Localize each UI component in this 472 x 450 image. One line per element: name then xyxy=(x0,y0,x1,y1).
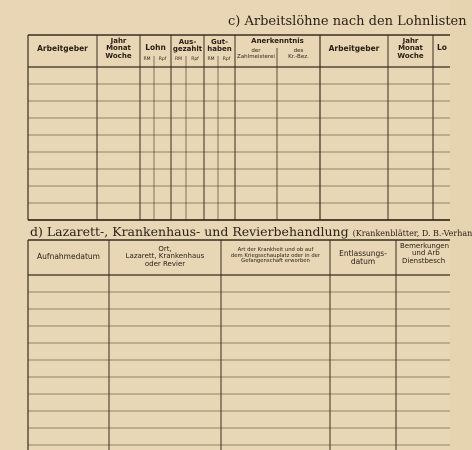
c-header-aus: Aus- xyxy=(178,38,197,46)
section-d-title-note: (Krankenblätter, D. B.-Verhan xyxy=(352,229,472,238)
c-header-gut: Gut- xyxy=(211,38,228,46)
d-header-ort-l2: Lazarett, Krankenhaus xyxy=(125,252,205,261)
d-header-art-l2: dem Kriegsschauplatz oder in der xyxy=(230,252,321,259)
d-header-entlassung-l2: datum xyxy=(350,256,376,266)
c-header-ausgezahlt xyxy=(171,39,204,54)
c-header-lohn: Lohn xyxy=(145,43,166,52)
c-sub-rpf-2: Rpf xyxy=(191,57,199,62)
d-header-bem-l2: und Arb xyxy=(412,249,440,258)
c-sub-rm-1: RM xyxy=(143,57,151,62)
c-header-zahlmeisterei xyxy=(235,49,277,61)
d-row-rules xyxy=(28,292,450,445)
c-header-arbeitgeber-2: Arbeitgeber xyxy=(328,44,380,53)
d-header-art-der-krankheit xyxy=(221,248,330,265)
c-header-guthaben xyxy=(204,39,235,54)
c-header-der: der xyxy=(251,48,261,54)
d-header-art-l3: Gefangenschaft erworben xyxy=(241,258,310,265)
c-header-krbez-label: Kr.-Bez. xyxy=(288,53,309,60)
section-d-title xyxy=(30,224,472,239)
c-sub-rm-3: RM xyxy=(207,57,215,62)
c-header-gezahlt: gezahlt xyxy=(172,45,203,54)
d-header-art-l1: Art der Krankheit und ob auf xyxy=(237,247,314,253)
d-header-entlassung-l1: Entlassungs- xyxy=(339,249,387,258)
c-header-anerkenntnis: Anerkenntnis xyxy=(251,37,304,45)
c-header-krbez xyxy=(277,49,320,61)
d-header-ort-l3: oder Revier xyxy=(144,259,186,268)
section-d-title-main: d) Lazarett-, Krankenhaus- und Revierbehandlung xyxy=(30,224,349,239)
c-sub-rm-2: RM xyxy=(174,57,182,62)
d-header-aufnahmedatum: Aufnahmedatum xyxy=(37,252,100,261)
c-header-jahr-2: Jahr xyxy=(402,37,419,45)
c-header-woche: Woche xyxy=(105,51,132,60)
c-sub-rpf-1: Rpf xyxy=(158,57,167,62)
d-header-ort xyxy=(109,246,221,268)
d-header-bemerkungen xyxy=(400,243,449,265)
c-header-woche-2: Woche xyxy=(397,51,424,60)
c-header-monat-2: Monat xyxy=(398,44,423,53)
c-header-lohn-2: Lo xyxy=(437,43,447,52)
d-header-bem-l1: Bemerkungen xyxy=(400,242,450,250)
d-header-entlassungsdatum xyxy=(330,250,396,266)
section-c-title: c) Arbeitslöhne nach den Lohnlisten xyxy=(228,14,467,29)
c-header-arbeitgeber: Arbeitgeber xyxy=(37,44,88,53)
c-sub-rpf-3: Rpf xyxy=(222,57,231,62)
d-header-bem-l3: Dienstbesch xyxy=(402,256,446,265)
c-header-jahr-monat-woche-2 xyxy=(388,38,433,60)
d-header-ort-l1: Ort, xyxy=(158,245,172,253)
c-header-jahr-monat-woche xyxy=(97,38,140,60)
c-header-jahr: Jahr xyxy=(110,37,127,45)
c-header-des: des xyxy=(293,48,304,54)
c-header-zahlmeisterei-label: Zahlmeisterei xyxy=(237,53,275,60)
c-header-monat: Monat xyxy=(106,44,131,53)
c-header-haben: haben xyxy=(207,45,232,54)
c-row-rules xyxy=(28,84,450,203)
